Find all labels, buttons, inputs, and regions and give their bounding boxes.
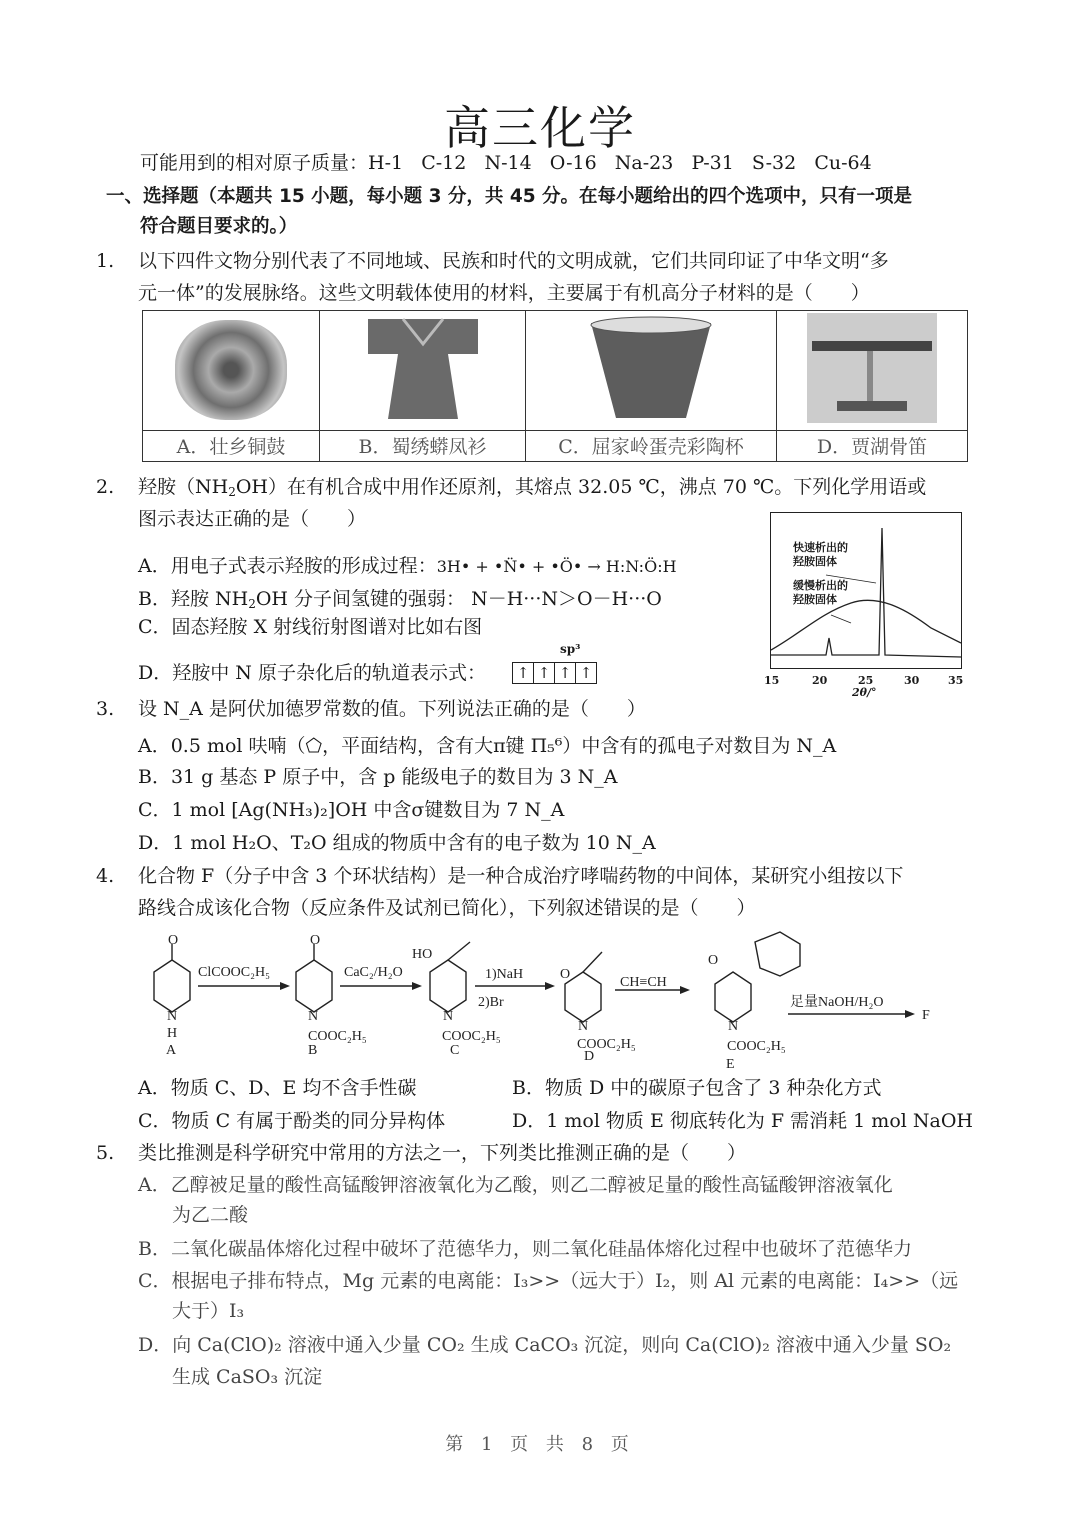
atomic-masses xyxy=(140,150,872,176)
reagent-5: 足量NaOH/H₂O xyxy=(790,995,884,1010)
q4-stem: 化合物 F（分子中含 3 个环状结构）是一种合成治疗哮喘药物的中间体，某研究小组按以下 xyxy=(138,865,904,887)
q5-option-c: C．根据电子排布特点，Mg 元素的电离能：I₃>>（远大于）I₂，则 Al 元素的电离能：I₄>>（远 xyxy=(138,1270,959,1292)
atomic-masses-values: H-1 C-12 N-14 O-16 Na-23 P-31 S-32 Cu-64 xyxy=(368,152,872,174)
ester-group: COOC₂H₅ xyxy=(442,1029,501,1044)
artifact-caption-d: D．贾湖骨笛 xyxy=(777,430,968,461)
orbital-label: sp³ xyxy=(560,642,581,656)
label-slow-1: 缓慢析出的 xyxy=(793,579,848,592)
n-atom: N xyxy=(728,1019,739,1034)
q2-stem-cont: 图示表达正确的是（ ） xyxy=(138,508,367,530)
q5-option-d: D．向 Ca(ClO)₂ 溶液中通入少量 CO₂ 生成 CaCO₃ 沉淀，则向 Ca(ClO)₂ 溶液中通入少量 SO₂ xyxy=(138,1334,952,1356)
carbonyl-o: O xyxy=(310,933,321,948)
carbonyl-o: O xyxy=(168,933,179,948)
q2-stem-b: OH）在有机合成中用作还原剂，其熔点 32.05 ℃，沸点 70 ℃。下列化学用语或 xyxy=(235,476,927,498)
q4-stem-cont: 路线合成该化合物（反应条件及试剂已简化），下列叙述错误的是（ ） xyxy=(138,897,756,919)
x-tick: 35 xyxy=(948,674,964,687)
n-atom: N xyxy=(308,1009,319,1024)
q5-option-a-cont: 为乙二酸 xyxy=(172,1204,249,1226)
q1-stem: 以下四件文物分别代表了不同地域、民族和时代的文明成就，它们共同印证了中华文明“多 xyxy=(138,250,889,272)
compound-label-d: D xyxy=(584,1049,595,1064)
artifact-table xyxy=(142,310,968,462)
page-number: 第 1 页 共 8 页 xyxy=(445,1434,635,1455)
label-fast xyxy=(793,541,848,569)
x-tick: 30 xyxy=(904,674,920,687)
ester-group: COOC₂H₅ xyxy=(727,1039,786,1054)
artifact-image-a xyxy=(143,311,320,431)
ring-o: O xyxy=(708,953,719,968)
artifact-caption-c: C．屈家岭蛋壳彩陶杯 xyxy=(526,430,777,461)
q2-option-a-formula: 3H• + •N̈• + •Ö• → H:N:Ö:H xyxy=(436,557,677,576)
reagent-3a: 1)NaH xyxy=(485,967,524,982)
q4-option-b: B．物质 D 中的碳原子包含了 3 种杂化方式 xyxy=(512,1077,882,1099)
n-atom: N xyxy=(167,1009,178,1024)
ester-group: COOC₂H₅ xyxy=(308,1029,367,1044)
orbital-box: ↑ xyxy=(555,663,576,683)
q5-option-a: A．乙醇被足量的酸性高锰酸钾溶液氧化为乙酸，则乙二醇被足量的酸性高锰酸钾溶液氧化 xyxy=(138,1174,893,1196)
section-heading-cont: 符合题目要求的。） xyxy=(140,216,298,237)
bronze-drum-image xyxy=(175,320,287,420)
q3-option-b: B．31 g 基态 P 原子中，含 p 能级电子的数目为 3 N_A xyxy=(138,766,618,788)
embroidered-robe-image xyxy=(363,314,483,422)
x-tick: 25 xyxy=(858,674,874,687)
q4-number: 4. xyxy=(96,865,115,887)
n-atom: N xyxy=(578,1019,589,1034)
reagent-4: CH≡CH xyxy=(620,975,667,990)
q2-option-b-a: B．羟胺 NH xyxy=(138,588,249,610)
artifact-image-c xyxy=(526,311,777,431)
q2-option-d: D．羟胺中 N 原子杂化后的轨道表示式： xyxy=(138,662,486,684)
orbital-box: ↑ xyxy=(534,663,555,683)
compound-label-b: B xyxy=(308,1043,318,1058)
orbital-box: ↑ xyxy=(579,664,593,682)
compound-label-c: C xyxy=(450,1043,460,1058)
q2-option-b-sub: 2 xyxy=(248,597,256,611)
q2-option-c: C．固态羟胺 X 射线衍射图谱对比如右图 xyxy=(138,616,483,638)
reaction-scheme-svg xyxy=(130,930,990,1070)
q2-stem xyxy=(138,474,926,505)
ester-group: COOC₂H₅ xyxy=(577,1037,636,1052)
bone-flute-image xyxy=(807,313,937,423)
q4-option-d: D．1 mol 物质 E 彻底转化为 F 需消耗 1 mol NaOH xyxy=(512,1110,973,1132)
q2-stem-sub: 2 xyxy=(228,485,236,499)
label-slow xyxy=(793,579,848,607)
q3-stem: 设 N_A 是阿伏加德罗常数的值。下列说法正确的是（ ） xyxy=(138,698,646,720)
q2-option-a xyxy=(138,553,677,580)
reagent-2: CaC₂/H₂O xyxy=(344,965,403,980)
q5-option-c-cont: 大于）I₃ xyxy=(172,1300,245,1322)
ho-group: HO xyxy=(412,947,433,962)
h-atom: H xyxy=(167,1026,178,1041)
orbital-box: ↑ xyxy=(513,663,534,683)
artifact-caption-a: A．壮乡铜鼓 xyxy=(143,430,320,461)
page-title: 高三化学 xyxy=(444,101,636,155)
q3-option-c: C．1 mol [Ag(NH₃)₂]OH 中含σ键数目为 7 N_A xyxy=(138,799,565,821)
q5-number: 5. xyxy=(96,1142,115,1164)
n-atom: N xyxy=(443,1009,454,1024)
ether-o: O xyxy=(560,967,571,982)
xrd-chart xyxy=(770,512,962,669)
compound-label-f: F xyxy=(922,1008,930,1023)
q2-number: 2. xyxy=(96,476,115,498)
pottery-cup-image xyxy=(586,313,716,423)
q1-number: 1. xyxy=(96,250,115,272)
q2-stem-a: 羟胺（NH xyxy=(138,476,229,498)
label-slow-2: 羟胺固体 xyxy=(793,593,837,606)
q5-stem: 类比推测是科学研究中常用的方法之一，下列类比推测正确的是（ ） xyxy=(138,1142,747,1164)
x-tick: 20 xyxy=(812,674,828,687)
q2-option-b xyxy=(138,586,662,617)
label-fast-1: 快速析出的 xyxy=(793,541,848,554)
x-axis-label: 2θ/° xyxy=(852,686,877,699)
reagent-1: ClCOOC₂H₅ xyxy=(198,965,270,980)
q4-option-a: A．物质 C、D、E 均不含手性碳 xyxy=(138,1077,417,1099)
atomic-masses-label: 可能用到的相对原子质量： xyxy=(140,152,369,174)
x-tick: 15 xyxy=(764,674,780,687)
compound-label-e: E xyxy=(726,1057,735,1070)
section-heading: 一、选择题（本题共 15 小题，每小题 3 分，共 45 分。在每小题给出的四个选项中，只有一项是 xyxy=(106,186,913,207)
orbital-diagram xyxy=(512,662,597,684)
q3-option-d: D．1 mol H₂O、T₂O 组成的物质中含有的电子数为 10 N_A xyxy=(138,832,656,854)
compound-label-a: A xyxy=(166,1043,177,1058)
q1-stem-cont: 元一体”的发展脉络。这些文明载体使用的材料，主要属于有机高分子材料的是（ ） xyxy=(138,282,870,304)
artifact-image-d xyxy=(777,311,968,431)
q3-option-a: A．0.5 mol 呋喃（⬠，平面结构，含有大π键 Π₅⁶）中含有的孤电子对数目为 N_A xyxy=(138,735,837,757)
q5-option-d-cont: 生成 CaSO₃ 沉淀 xyxy=(172,1366,323,1388)
q2-option-a-text: A．用电子式表示羟胺的形成过程： xyxy=(138,555,437,577)
q5-option-b: B．二氧化碳晶体熔化过程中破坏了范德华力，则二氧化硅晶体熔化过程中也破坏了范德华力 xyxy=(138,1238,912,1260)
q3-number: 3. xyxy=(96,698,115,720)
q4-option-c: C．物质 C 有属于酚类的同分异构体 xyxy=(138,1110,446,1132)
artifact-image-b xyxy=(320,311,526,431)
reagent-3b: 2)Br xyxy=(478,995,504,1010)
artifact-caption-b: B．蜀绣蟒凤衫 xyxy=(320,430,526,461)
label-fast-2: 羟胺固体 xyxy=(793,555,837,568)
synthesis-scheme xyxy=(130,930,990,1070)
q2-option-b-b: OH 分子间氢键的强弱： N－H···N＞O－H···O xyxy=(255,588,662,610)
